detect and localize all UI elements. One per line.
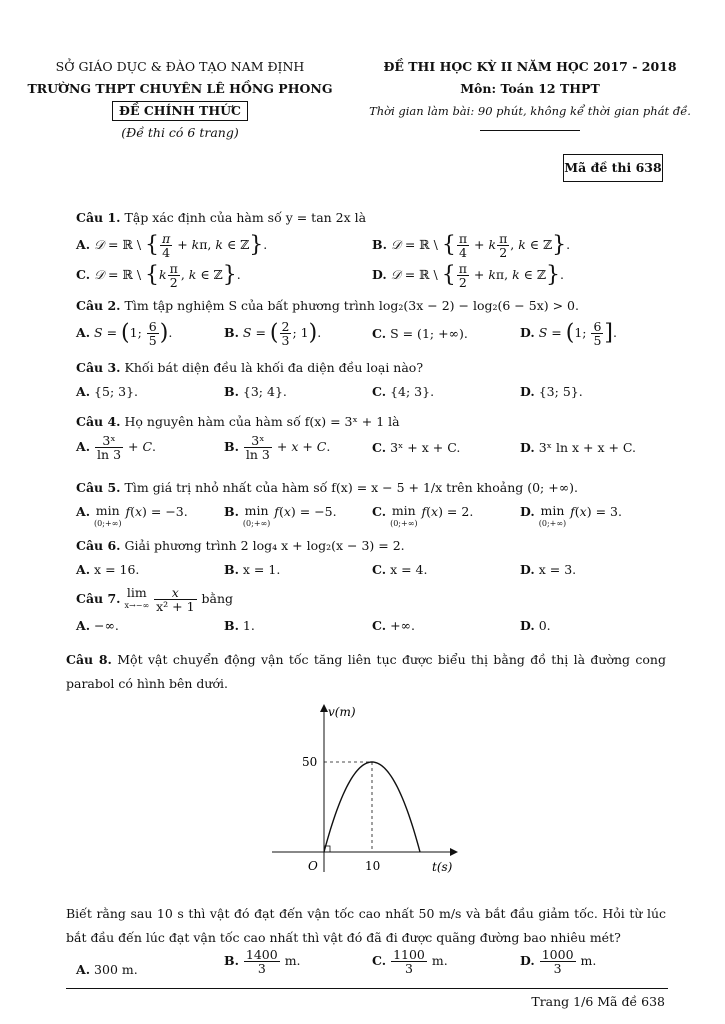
q5-option-c[interactable]: C. min (0;+∞) f(x) = 2.: [372, 503, 474, 528]
q2-option-d[interactable]: D. S = (1; $\frac{6}{5}$ ].: [520, 319, 617, 348]
q3-option-b[interactable]: B. {3; 4}.: [224, 384, 287, 399]
official-badge: ĐỀ CHÍNH THỨC: [112, 101, 248, 121]
q1-option-c[interactable]: C. 𝒟 = ℝ \ {k $\frac{\pi}{2}$ , k ∈ ℤ}.: [76, 261, 241, 290]
subject: Môn: Toán 12 THPT: [460, 81, 600, 96]
q3-option-c[interactable]: C. {4; 3}.: [372, 384, 435, 399]
header-right: [360, 56, 700, 131]
question-4: Câu 4. Họ nguyên hàm của hàm số f(x) = 3ˣ + 1 là: [76, 414, 400, 429]
question-8-continuation: Biết rằng sau 10 s thì vật đó đạt đến vận tốc cao nhất 50 m/s và bắt đầu giảm tốc. Hỏi từ lúc bắt đầu đến lúc đạt vận tốc cao nhất thì vật đó đã đi được quãng đường bao nhiêu mét?: [66, 906, 666, 945]
q8-option-d[interactable]: D. $\frac{1000}{3}$ m.: [520, 947, 597, 976]
question-text: Tập xác định của hàm số y = tan 2x là: [124, 210, 367, 225]
pages-note: (Đề thi có 6 trang): [121, 125, 239, 140]
question-1: [76, 210, 366, 225]
question-2: Câu 2. Tìm tập nghiệm S của bất phương trình log₂(3x − 2) − log₂(6 − 5x) > 0.: [76, 298, 579, 313]
y-tick-label: 50: [302, 755, 318, 769]
question-8: Câu 8. Một vật chuyển động vận tốc tăng liên tục được biểu thị bằng đồ thị là đường cong parabol có hình bên dưới.: [66, 652, 666, 691]
x-axis-label: t(s): [432, 860, 453, 874]
q5-option-d[interactable]: D. min (0;+∞) f(x) = 3.: [520, 503, 622, 528]
q5-option-b[interactable]: B. min (0;+∞) f(x) = −5.: [224, 503, 337, 528]
q4-option-c[interactable]: C. 3ˣ + x + C.: [372, 440, 461, 455]
question-7: Câu 7. lim x→−∞ $\frac{x}{\text{x² + 1}}$ bằng: [76, 585, 234, 614]
q6-option-d[interactable]: D. x = 3.: [520, 562, 577, 577]
q1-option-a[interactable]: A. 𝒟 = ℝ \ { $\frac{\pi}{4}$ + kπ, k ∈ ℤ}.: [76, 231, 268, 260]
origin-label: O: [308, 859, 318, 873]
q5-option-a[interactable]: A. min (0;+∞) f(x) = −3.: [76, 503, 188, 528]
q2-option-c[interactable]: C. S = (1; +∞).: [372, 326, 468, 341]
q4-option-a[interactable]: A. $\frac{\text{3ˣ}}{\ln 3}$ + C.: [76, 433, 157, 462]
q7-option-c[interactable]: C. +∞.: [372, 618, 415, 633]
q8-option-a[interactable]: A. 300 m.: [76, 962, 138, 977]
x-tick-label: 10: [365, 859, 381, 873]
q2-option-b[interactable]: B. S = ( $\frac{2}{3}$ ; 1).: [224, 319, 322, 348]
question-5: Câu 5. Tìm giá trị nhỏ nhất của hàm số f(x) = x − 5 + 1/x trên khoảng (0; +∞).: [76, 480, 578, 495]
q6-option-a[interactable]: A. x = 16.: [76, 562, 140, 577]
question-3: Câu 3. Khối bát diện đều là khối đa diện đều loại nào?: [76, 360, 424, 375]
q3-option-a[interactable]: A. {5; 3}.: [76, 384, 139, 399]
y-axis-label: v(m): [328, 705, 356, 719]
q7-option-a[interactable]: A. −∞.: [76, 618, 119, 633]
velocity-graph: [262, 700, 462, 880]
q1-option-b[interactable]: B. 𝒟 = ℝ \ { $\frac{\pi}{4}$ + k $\frac{\pi}{2}$ , k ∈ ℤ}.: [372, 231, 571, 260]
time-note: Thời gian làm bài: 90 phút, không kể thời gian phát đề.: [369, 104, 691, 118]
q1-option-d[interactable]: D. 𝒟 = ℝ \ { $\frac{\pi}{2}$ + kπ, k ∈ ℤ}.: [372, 261, 564, 290]
q8-option-c[interactable]: C. $\frac{1100}{3}$ m.: [372, 947, 448, 976]
q3-option-d[interactable]: D. {3; 5}.: [520, 384, 583, 399]
q7-option-d[interactable]: D. 0.: [520, 618, 551, 633]
dept-name: SỞ GIÁO DỤC & ĐÀO TẠO NAM ĐỊNH: [55, 59, 305, 74]
q4-option-d[interactable]: D. 3ˣ ln x + x + C.: [520, 440, 637, 455]
q8-option-b[interactable]: B. $\frac{1400}{3}$ m.: [224, 947, 301, 976]
q7-option-b[interactable]: B. 1.: [224, 618, 255, 633]
q2-option-a[interactable]: A. S = (1; $\frac{6}{5}$ ).: [76, 319, 173, 348]
exam-title: ĐỀ THI HỌC KỲ II NĂM HỌC 2017 - 2018: [383, 59, 677, 74]
exam-code: Mã đề thi 638: [563, 154, 663, 182]
page-footer: Trang 1/6 Mã đề 638: [531, 994, 665, 1009]
q4-option-b[interactable]: B. $\frac{\text{3ˣ}}{\ln 3}$ + x + C.: [224, 433, 331, 462]
q6-option-c[interactable]: C. x = 4.: [372, 562, 428, 577]
header-left: [20, 56, 340, 144]
q6-option-b[interactable]: B. x = 1.: [224, 562, 281, 577]
header-divider: [480, 130, 580, 131]
footer-divider: [66, 988, 668, 989]
question-label: Câu 1.: [76, 210, 121, 225]
question-6: Câu 6. Giải phương trình 2 log₄ x + log₂(x − 3) = 2.: [76, 538, 405, 553]
school-name: TRƯỜNG THPT CHUYÊN LÊ HỒNG PHONG: [27, 81, 333, 96]
